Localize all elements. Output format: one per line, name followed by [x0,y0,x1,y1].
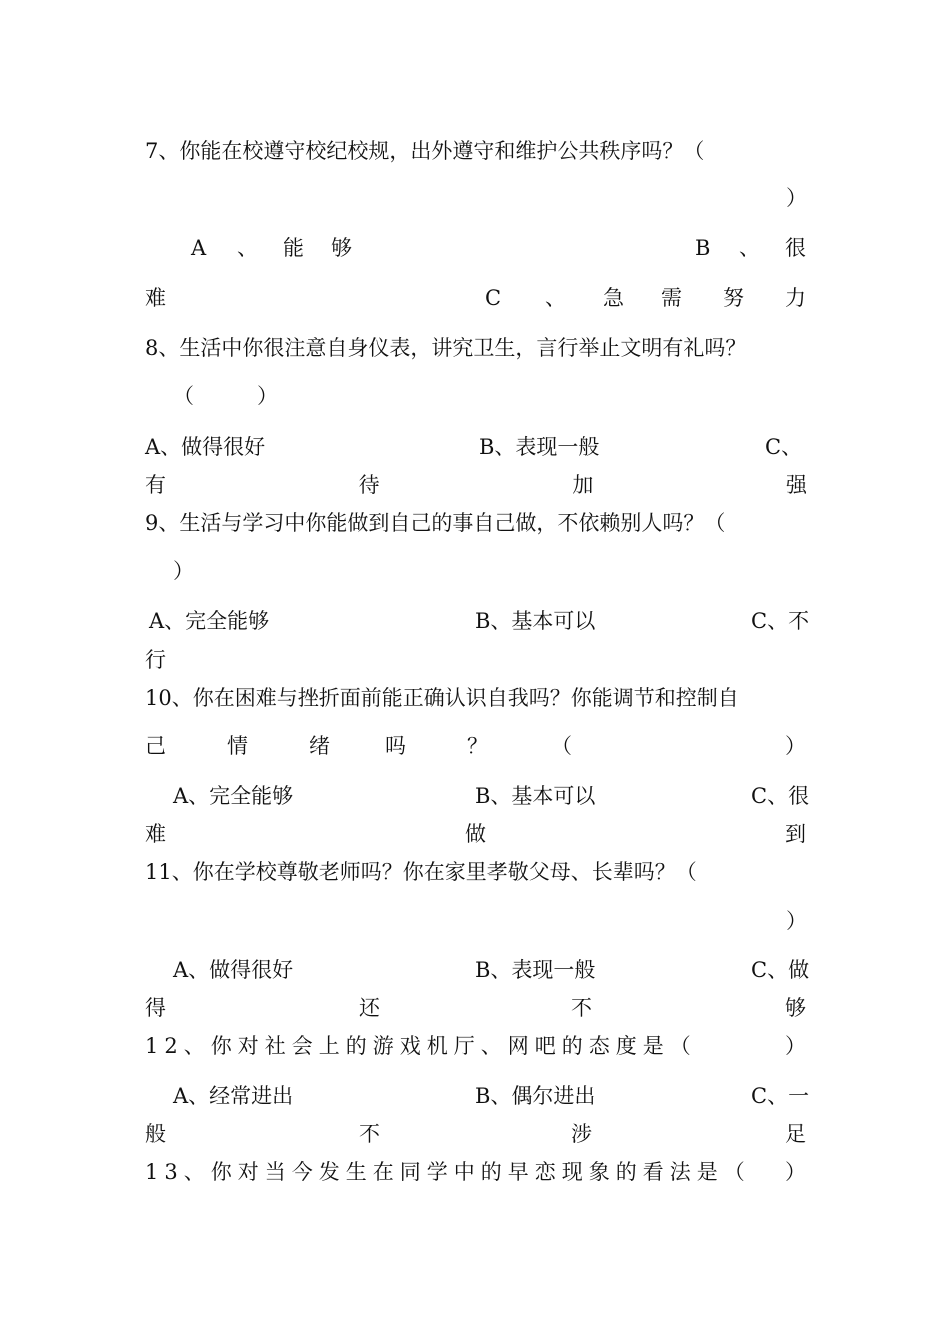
option-b-char: 很 [785,236,806,260]
option-b: B、偶尔进出 [475,1084,596,1108]
question-11-text: 11、你在学校尊敬老师吗？你在家里孝敬父母、长辈吗？（ [145,860,697,884]
option-c: C、很 [751,784,810,808]
question-13: 13、你对当今发生在同学中的早恋现象的看法是（ ） [145,1160,806,1184]
question-9-paren: ） [173,559,194,583]
option-a-sep: 、 [237,236,258,260]
question-8-options-row [145,432,807,462]
question-9-options-row [145,606,810,636]
question-12-options-row-2: 般 不 涉 足 [145,1122,806,1146]
option-a: A、做得很好 [145,435,266,459]
question-12: 12、你对社会上的游戏机厅、网吧的态度是（ ） [145,1034,806,1058]
option-a-char: 够 [331,236,352,260]
question-10-line-2: 己 情 绪 吗 ？ （ ） [145,734,806,758]
option-a: A、做得很好 [173,958,294,982]
question-11-options-row-2: 得 还 不 够 [145,996,806,1020]
question-7-text: 7、你能在校遵守校纪校规，出外遵守和维护公共秩序吗？（ [145,139,705,163]
option-b: B、表现一般 [479,435,600,459]
question-12-options-row [145,1081,810,1111]
question-7-options-row [145,233,807,263]
option-a: A、完全能够 [149,609,270,633]
option-a-letter: A [191,236,207,260]
option-c: C、做 [751,958,810,982]
question-11-options-row [145,955,810,985]
question-8 [145,333,807,363]
option-c-char: 加 [572,473,594,497]
option-b-letter: B [695,236,711,260]
question-10-text: 10、你在困难与挫折面前能正确认识自我吗？你能调节和控制自 [145,686,739,710]
question-8-options-row-2 [145,470,807,500]
question-8-text: 8、生活中你很注意自身仪表，讲究卫生，言行举止文明有礼吗？ [145,336,747,360]
option-c-char: 力 [785,286,806,310]
question-13-text: 13、你对当今发生在同学中的早恋现象的看法是（ [145,1160,751,1184]
option-b: B、基本可以 [475,784,596,808]
question-9 [145,508,807,538]
question-8-paren: （ ） [173,384,278,408]
option-c-char: 需 [661,286,682,310]
option-a: A、经常进出 [173,1084,294,1108]
question-7-paren: ） [786,186,807,210]
option-c: C、不 [751,609,810,633]
option-a: A、完全能够 [173,784,294,808]
question-11-paren: ） [786,909,807,933]
question-9-options-row-2 [145,645,807,675]
option-c-letter: C [485,286,502,310]
option-c-wrap: 行 [145,648,166,672]
option-c-char: 强 [785,473,807,497]
option-b: B、表现一般 [475,958,596,982]
option-c-char: 急 [603,286,624,310]
question-12-text: 12、你对社会上的游戏机厅、网吧的态度是（ [145,1034,697,1058]
question-10 [145,683,807,713]
option-b: B、基本可以 [475,609,596,633]
question-10-options-row [145,781,810,811]
option-a-char: 能 [283,236,304,260]
option-c-char: 有 [145,473,166,497]
question-9-text: 9、生活与学习中你能做到自己的事自己做，不依赖别人吗？（ [145,511,726,535]
option-c: C、 [765,435,803,459]
option-c-char: 努 [723,286,744,310]
option-b-sep: 、 [739,236,760,260]
option-c-sep: 、 [545,286,566,310]
option-c-char: 待 [358,473,380,497]
question-11 [145,857,807,887]
question-7 [145,136,807,166]
option-b-wrap: 难 [145,286,166,310]
question-7-options-row-2 [145,283,807,313]
question-10-options-row-2: 难 做 到 [145,822,806,846]
option-c: C、一 [751,1084,810,1108]
